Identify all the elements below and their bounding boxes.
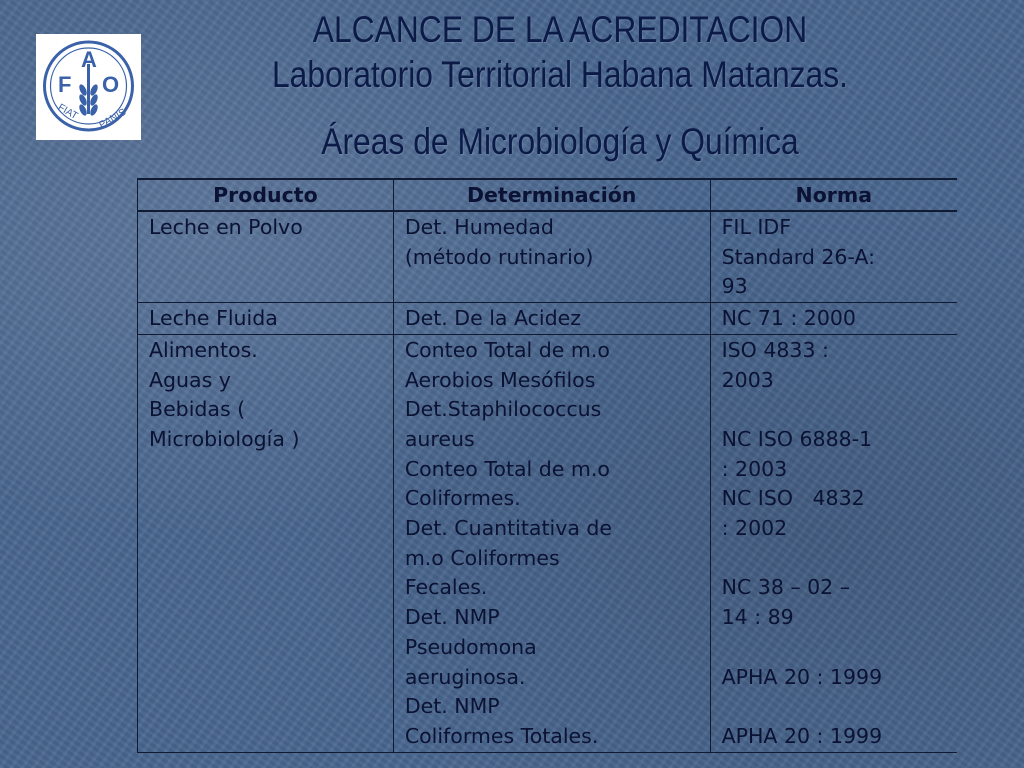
cell-line: Det. Humedad (404, 215, 554, 239)
table-header-row (138, 179, 958, 211)
cell-line: Standard 26-A: (721, 244, 875, 269)
fao-logo (36, 34, 141, 140)
logo-motto-right: PANIS (97, 106, 129, 132)
cell-line: : 2002 (721, 516, 788, 541)
determinacion-cell (393, 303, 710, 335)
slide-subtitle-areas: Áreas de Microbiología y Química (321, 121, 799, 162)
cell-line: FIL IDF (721, 215, 792, 239)
logo-letter-o: O (102, 72, 120, 97)
cell-line: Alimentos. (149, 337, 258, 362)
cell-line: aeruginosa. (404, 664, 526, 689)
cell-line: NC ISO 4832 (721, 486, 865, 511)
cell-line: 93 (721, 274, 748, 299)
norma-cell (710, 211, 957, 303)
determinacion-cell (393, 211, 710, 303)
cell-line: NC 71 : 2000 (721, 306, 856, 331)
determinacion-cell (393, 334, 710, 752)
cell-line: Aguas y (149, 367, 231, 392)
cell-line: Conteo Total de m.o (404, 337, 610, 362)
header-producto: Producto (138, 179, 394, 211)
slide-subtitle: Laboratorio Territorial Habana Matanzas. (271, 54, 849, 95)
cell-line: NC ISO 6888-1 (721, 426, 873, 451)
table-row (138, 334, 958, 752)
cell-line: Det. Cuantitativa de (404, 516, 613, 541)
header-determinacion: Determinación (393, 179, 710, 211)
cell-line: Pseudomona (404, 634, 537, 659)
cell-line: m.o Coliformes (404, 545, 560, 570)
cell-line: Leche en Polvo (149, 215, 303, 239)
cell-line: (método rutinario) (404, 244, 594, 269)
cell-line (722, 395, 947, 425)
norma-cell (710, 303, 957, 335)
cell-line: aureus (404, 426, 475, 451)
logo-motto-left: FIAT (55, 102, 80, 123)
cell-line: Coliformes Totales. (404, 723, 599, 748)
cell-line: Aerobios Mesófilos (404, 367, 596, 392)
cell-line: Det. NMP (404, 694, 500, 719)
fao-emblem-icon (36, 34, 141, 140)
table-row (138, 303, 958, 335)
logo-letter-a: A (81, 47, 97, 72)
cell-line: Leche Fluida (149, 306, 278, 331)
norma-cell (710, 334, 957, 752)
cell-line (722, 633, 947, 663)
producto-cell (138, 211, 394, 303)
cell-line: ISO 4833 : (721, 337, 829, 362)
cell-line: 14 : 89 (721, 605, 794, 630)
cell-line: : 2003 (721, 456, 788, 481)
producto-cell (138, 303, 394, 335)
accreditation-table (137, 178, 957, 753)
cell-line: Bebidas ( (149, 397, 246, 422)
cell-line: Fecales. (404, 575, 488, 600)
producto-cell (138, 334, 394, 752)
table-row (138, 211, 958, 303)
cell-line: APHA 20 : 1999 (721, 723, 883, 748)
slide-title: ALCANCE DE LA ACREDITACION (312, 9, 808, 50)
cell-line: Coliformes. (404, 486, 521, 511)
cell-line: Microbiología ) (149, 426, 300, 451)
cell-line: Det.Staphilococcus (404, 397, 602, 422)
cell-line: Det. NMP (404, 605, 500, 630)
cell-line: 2003 (721, 367, 774, 392)
cell-line: Det. De la Acidez (404, 306, 581, 331)
cell-line: APHA 20 : 1999 (721, 664, 883, 689)
logo-letter-f: F (58, 72, 72, 97)
cell-line: Conteo Total de m.o (404, 456, 610, 481)
header-norma: Norma (710, 179, 957, 211)
cell-line (722, 544, 947, 574)
cell-line: NC 38 – 02 – (721, 575, 850, 600)
cell-line (722, 692, 947, 722)
